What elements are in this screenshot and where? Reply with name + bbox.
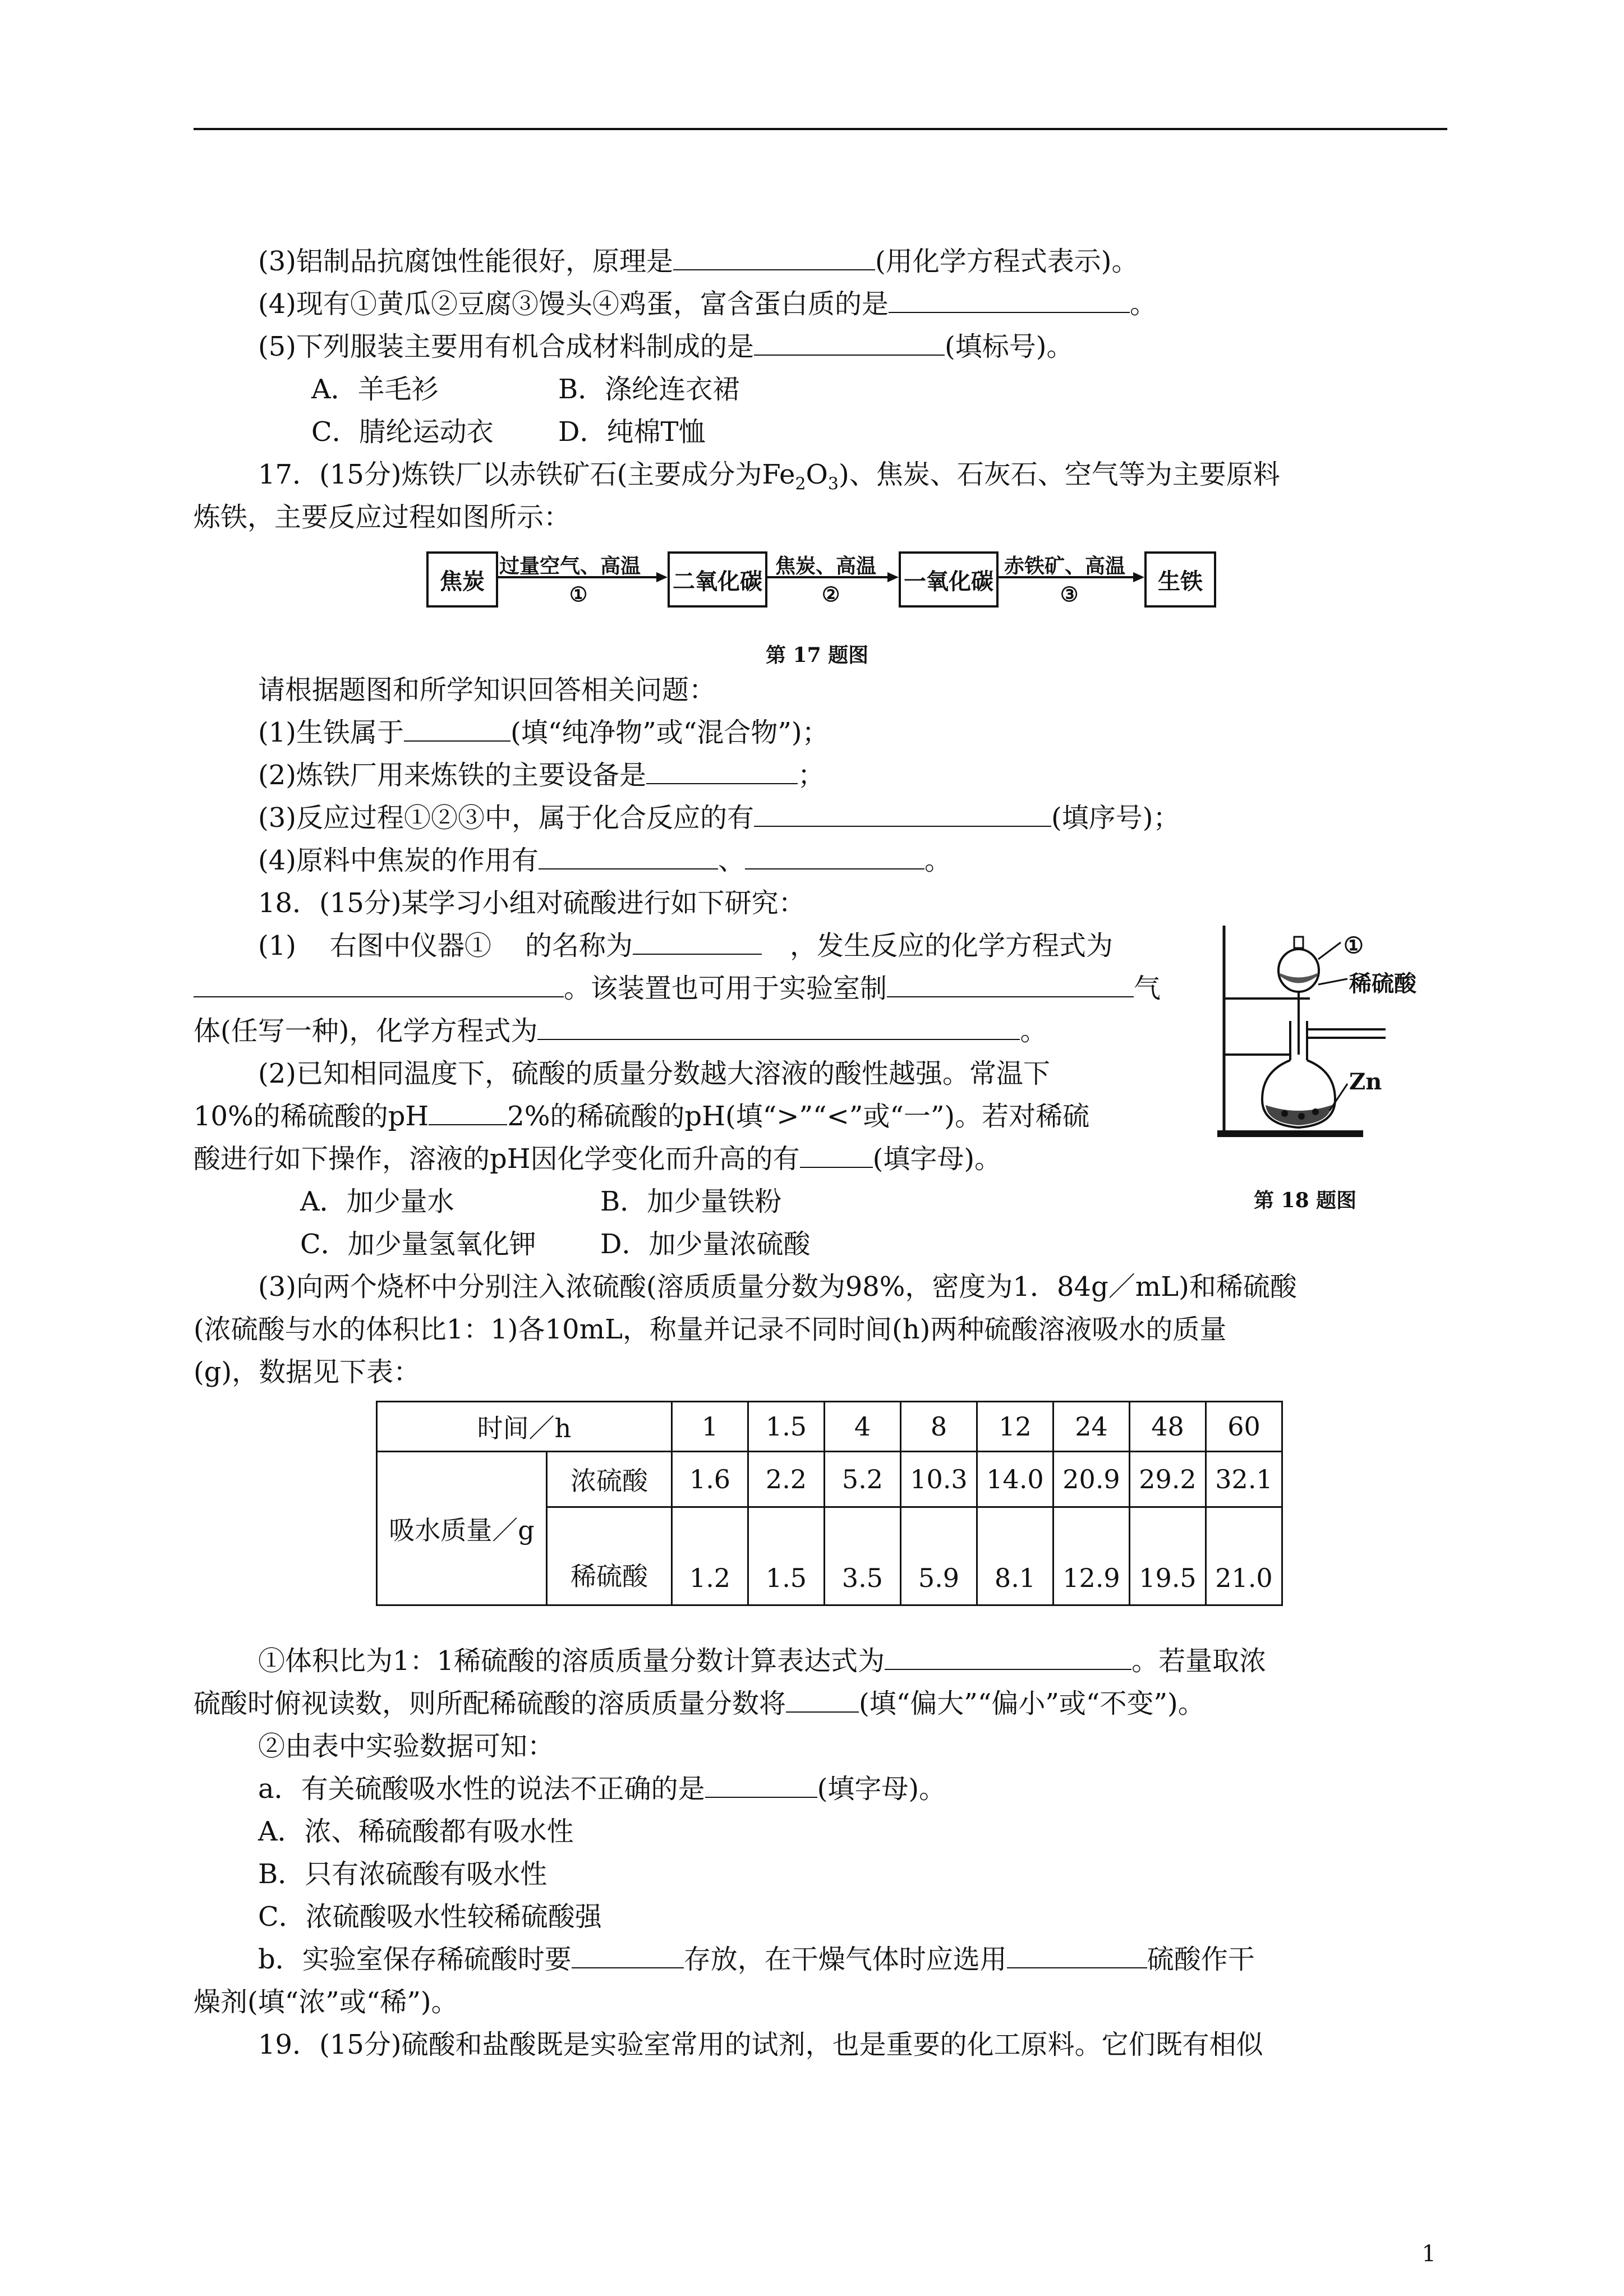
value-cell: 5.2 bbox=[825, 1452, 901, 1507]
value-cell: 1.6 bbox=[672, 1452, 748, 1507]
q18-1-a: (1) 右图中仪器① 的名称为 ，发生反应的化学方程式为 bbox=[258, 930, 1114, 961]
q17-intro: 17．(15分)炼铁厂以赤铁矿石(主要成分为$Fe_2O_3$)、焦炭、石灰石、空气等为主要原料 bbox=[258, 459, 1280, 494]
q18-3-a: (3)向两个烧杯中分别注入浓硫酸(溶质质量分数为98%，密度为1．84g／mL)和稀硫酸 bbox=[258, 1271, 1297, 1303]
q17-intro-cont: 炼铁，主要反应过程如图所示： bbox=[194, 501, 571, 533]
q17-4: (4)原料中焦炭的作用有 、 。 bbox=[258, 845, 952, 876]
fig18-label-zn: Zn bbox=[1349, 1069, 1382, 1095]
option-a2: A．浓、稀硫酸都有吸水性 bbox=[258, 1816, 574, 1847]
time-cell: 1 bbox=[672, 1402, 748, 1452]
arrow3-label: 赤铁矿、高温 bbox=[1004, 554, 1126, 578]
fig18-label-acid: 稀硫酸 bbox=[1349, 970, 1416, 997]
q17-prompt: 请根据题图和所学知识回答相关问题： bbox=[258, 674, 716, 706]
time-header: 时间／h bbox=[377, 1402, 672, 1452]
figure-17-flowchart bbox=[426, 547, 1212, 614]
header-rule bbox=[194, 128, 1447, 130]
time-cell: 24 bbox=[1053, 1402, 1130, 1452]
option-d: D．纯棉T恤 bbox=[558, 416, 706, 448]
q18-2-b: 10%的稀硫酸的pH 2%的稀硫酸的pH(填“>”“<”或“一”)。若对稀硫 bbox=[194, 1101, 1090, 1132]
q18-1-b: 。该装置也可用于实验室制 气 bbox=[194, 972, 1161, 1005]
figure-17-caption: 第 17 题图 bbox=[766, 643, 869, 667]
time-cell: 1.5 bbox=[748, 1402, 825, 1452]
box-pig-iron: 生铁 bbox=[1144, 551, 1216, 608]
row-label-conc: 浓硫酸 bbox=[547, 1452, 672, 1507]
value-cell: 10.3 bbox=[901, 1452, 977, 1507]
box-co: 一氧化碳 bbox=[899, 551, 999, 608]
q16-4-line: (4)现有①黄瓜②豆腐③馒头④鸡蛋，富含蛋白质的是 。 bbox=[258, 288, 1157, 320]
value-cell: 32.1 bbox=[1206, 1452, 1282, 1507]
q18-opt-a: A．加少量水 bbox=[300, 1186, 454, 1217]
time-cell: 60 bbox=[1206, 1402, 1282, 1452]
water-absorption-table bbox=[376, 1401, 1283, 1606]
box-coke: 焦炭 bbox=[426, 551, 498, 608]
arrow2-label: 焦炭、高温 bbox=[775, 554, 877, 578]
value-cell: 1.2 bbox=[672, 1507, 748, 1605]
value-cell: 1.5 bbox=[748, 1507, 825, 1605]
page-number: 1 bbox=[1421, 2241, 1436, 2267]
value-cell: 14.0 bbox=[977, 1452, 1053, 1507]
time-cell: 4 bbox=[825, 1402, 901, 1452]
q18-3-2-b-cont: 燥剂(填“浓”或“稀”)。 bbox=[194, 1986, 458, 2018]
q16-5-line: (5)下列服装主要用有机合成材料制成的是 (填标号)。 bbox=[258, 331, 1074, 362]
q18-3-b: (浓硫酸与水的体积比1：1)各10mL，称量并记录不同时间(h)两种硫酸溶液吸水的质量 bbox=[194, 1314, 1227, 1345]
option-a: A．羊毛衫 bbox=[311, 374, 439, 405]
value-cell: 21.0 bbox=[1206, 1507, 1282, 1605]
value-cell: 3.5 bbox=[825, 1507, 901, 1605]
q18-3-1-a: ①体积比为1：1稀硫酸的溶质质量分数计算表达式为 。若量取浓 bbox=[258, 1645, 1267, 1677]
arrow1-num: ① bbox=[569, 583, 588, 606]
figure-18-apparatus bbox=[1217, 920, 1453, 1156]
q18-3-2-b: b．实验室保存稀硫酸时要 存放，在干燥气体时应选用 硫酸作干 bbox=[258, 1944, 1255, 1975]
time-cell: 12 bbox=[977, 1402, 1053, 1452]
q18-opt-b: B．加少量铁粉 bbox=[600, 1186, 782, 1217]
q18-intro: 18．(15分)某学习小组对硫酸进行如下研究： bbox=[258, 887, 806, 919]
arrow3-num: ③ bbox=[1060, 583, 1079, 606]
arrow2-num: ② bbox=[822, 583, 840, 606]
q18-3-2: ②由表中实验数据可知： bbox=[258, 1731, 555, 1762]
row-label-dilute: 稀硫酸 bbox=[547, 1507, 672, 1605]
time-cell: 48 bbox=[1130, 1402, 1206, 1452]
q17-3: (3)反应过程①②③中，属于化合反应的有 (填序号)； bbox=[258, 802, 1180, 834]
row-group-label: 吸水质量／g bbox=[377, 1452, 547, 1605]
q17-1: (1)生铁属于 (填“纯净物”或“混合物”)； bbox=[258, 717, 829, 748]
q19-intro: 19．(15分)硫酸和盐酸既是实验室常用的试剂，也是重要的化工原料。它们既有相似 bbox=[258, 2029, 1263, 2060]
q18-3-2-a: a．有关硫酸吸水性的说法不正确的是 (填字母)。 bbox=[258, 1773, 946, 1805]
value-cell: 2.2 bbox=[748, 1452, 825, 1507]
value-cell: 5.9 bbox=[901, 1507, 977, 1605]
value-cell: 20.9 bbox=[1053, 1452, 1130, 1507]
q18-2-c: 酸进行如下操作，溶液的pH因化学变化而升高的有 (填字母)。 bbox=[194, 1143, 1002, 1175]
fig18-label-1: ① bbox=[1344, 932, 1364, 959]
option-c: C．腈纶运动衣 bbox=[311, 416, 494, 448]
q18-1-c: 体(任写一种)，化学方程式为 。 bbox=[194, 1015, 1047, 1047]
q16-3-line: (3)铝制品抗腐蚀性能很好，原理是 (用化学方程式表示)。 bbox=[258, 246, 1139, 277]
time-cell: 8 bbox=[901, 1402, 977, 1452]
figure-18-caption: 第 18 题图 bbox=[1254, 1189, 1357, 1212]
option-b: B．涤纶连衣裙 bbox=[558, 374, 740, 405]
q18-2-a: (2)已知相同温度下，硫酸的质量分数越大溶液的酸性越强。常温下 bbox=[258, 1058, 1050, 1089]
box-co2: 二氧化碳 bbox=[668, 551, 767, 608]
value-cell: 12.9 bbox=[1053, 1507, 1130, 1605]
value-cell: 29.2 bbox=[1130, 1452, 1206, 1507]
option-b2: B．只有浓硫酸有吸水性 bbox=[258, 1858, 548, 1890]
q18-3-1-b: 硫酸时俯视读数，则所配稀硫酸的溶质质量分数将 (填“偏大”“偏小”或“不变”)。 bbox=[194, 1688, 1205, 1719]
option-c2: C．浓硫酸吸水性较稀硫酸强 bbox=[258, 1901, 602, 1932]
q18-opt-c: C．加少量氢氧化钾 bbox=[300, 1228, 536, 1260]
q17-2: (2)炼铁厂用来炼铁的主要设备是 ； bbox=[258, 760, 825, 791]
q18-3-c: (g)，数据见下表： bbox=[194, 1356, 421, 1388]
value-cell: 19.5 bbox=[1130, 1507, 1206, 1605]
value-cell: 8.1 bbox=[977, 1507, 1053, 1605]
q18-opt-d: D．加少量浓硫酸 bbox=[600, 1228, 811, 1260]
arrow1-label: 过量空气、高温 bbox=[499, 554, 641, 578]
